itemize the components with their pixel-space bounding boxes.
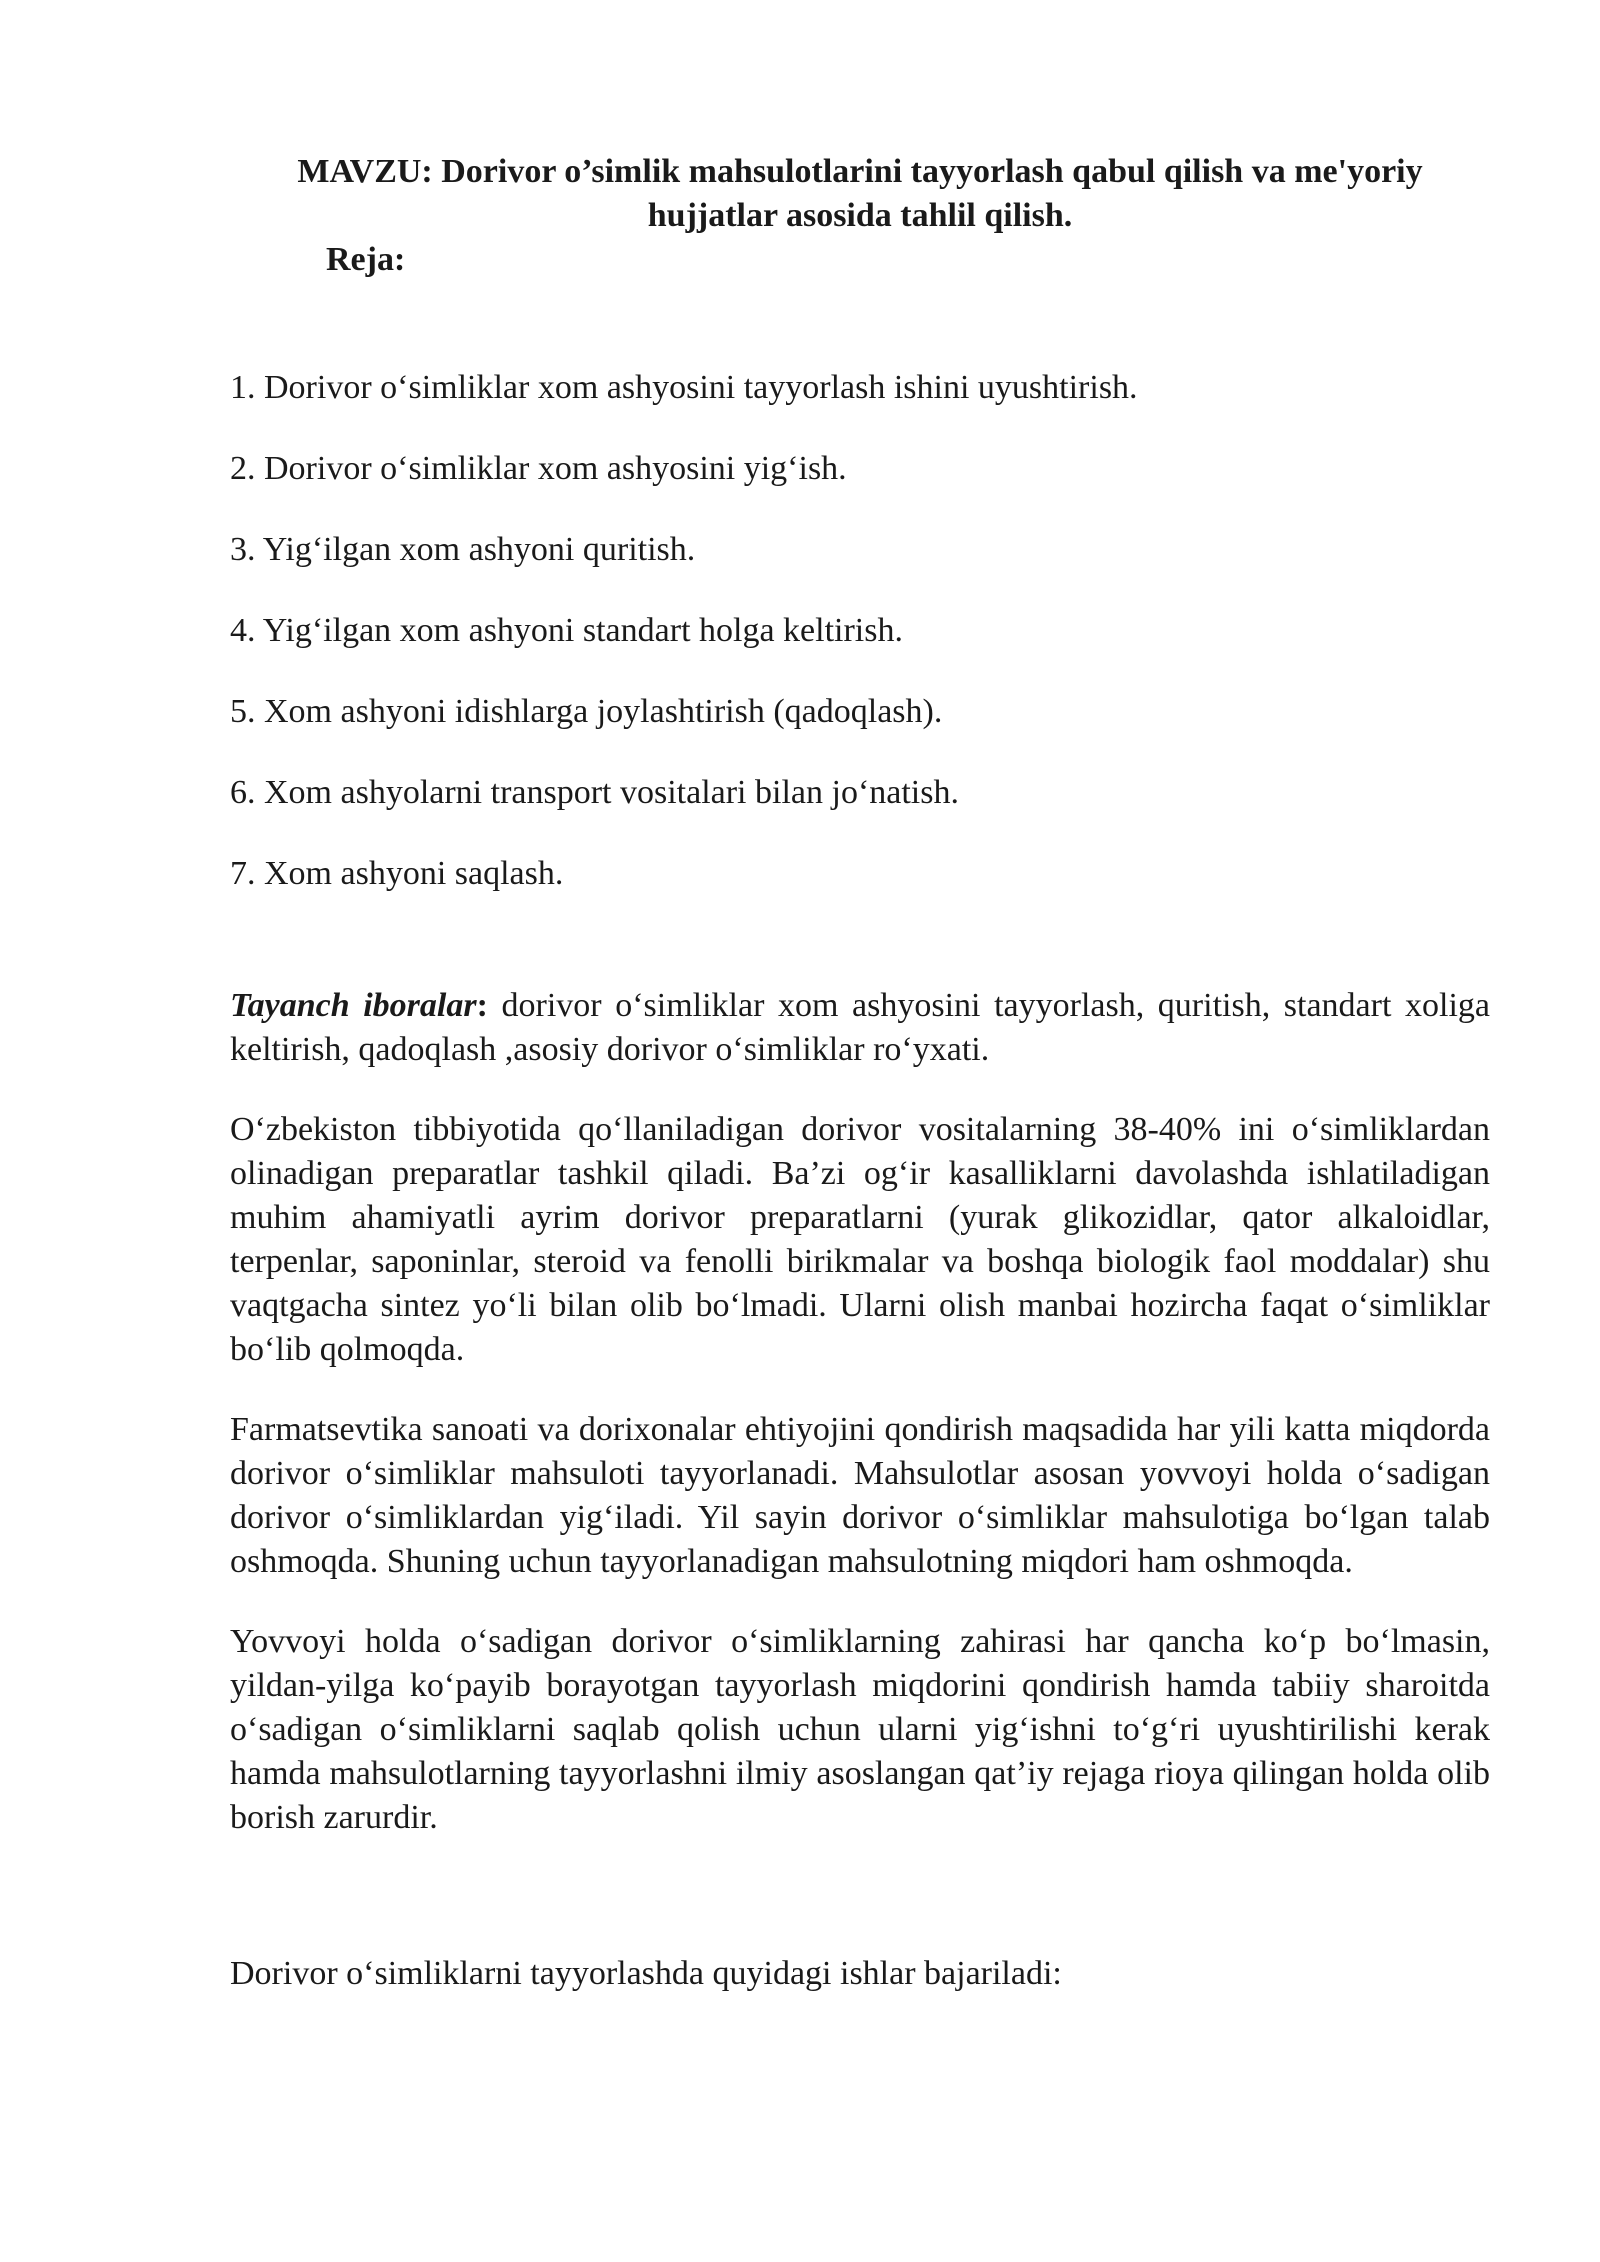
plan-heading: Reja: — [326, 241, 406, 278]
body-paragraph: Farmatsevtika sanoati va dorixonalar ehtiyojini qondirish maqsadida har yili katta miqdorda dorivor o‘simliklar mahsuloti tayyorlanadi. Mahsulotlar asosan yovvoyi holda o‘sadigan dorivor o‘simliklardan yig‘iladi. Yil sayin dorivor o‘simliklar mahsulotiga bo‘lgan talab oshmoqda. Shuning uchun tayyorlanadigan mahsulotning miqdori ham oshmoqda. — [230, 1411, 1490, 1580]
plan-list — [230, 366, 1490, 896]
keywords-label: Tayanch iboralar — [230, 987, 477, 1024]
document-page — [230, 150, 1490, 1996]
keywords-colon: : — [476, 987, 488, 1024]
keywords-text: dorivor o‘simliklar xom ashyosini tayyorlash, quritish, standart xoliga keltirish, qadoqlash ,asosiy dorivor o‘simliklar ro‘yxati. — [230, 987, 1490, 1068]
plan-item: 5. Xom ashyoni idishlarga joylashtirish (qadoqlash). — [230, 693, 943, 730]
plan-item: 1. Dorivor o‘simliklar xom ashyosini tayyorlash ishini uyushtirish. — [230, 369, 1138, 406]
plan-item: 2. Dorivor o‘simliklar xom ashyosini yig‘ish. — [230, 450, 847, 487]
plan-item: 7. Xom ashyoni saqlash. — [230, 855, 564, 892]
closing-line: Dorivor o‘simliklarni tayyorlashda quyidagi ishlar bajariladi: — [230, 1955, 1062, 1992]
document-title: MAVZU: Dorivor o’simlik mahsulotlarini tayyorlash qabul qilish va me'yoriy hujjatlar asosida tahlil qilish. — [297, 153, 1423, 234]
plan-item: 3. Yig‘ilgan xom ashyoni quritish. — [230, 531, 696, 568]
plan-item: 6. Xom ashyolarni transport vositalari bilan jo‘natish. — [230, 774, 959, 811]
body-paragraph: O‘zbekiston tibbiyotida qo‘llaniladigan dorivor vositalarning 38-40% ini o‘simliklardan olinadigan preparatlar tashkil qiladi. Ba’zi og‘ir kasalliklarni davolashda ishlatiladigan muhim ahamiyatli ayrim dorivor preparatlarni (yurak glikozidlar, qator alkaloidlar, terpenlar, saponinlar, steroid va fenolli birikmalar va boshqa biologik faol moddalar) shu vaqtgacha sintez yo‘li bilan olib bo‘lmadi. Ularni olish manbai hozircha faqat o‘simliklar bo‘lib qolmoqda. — [230, 1111, 1490, 1368]
keywords-paragraph — [230, 984, 1490, 1072]
plan-item: 4. Yig‘ilgan xom ashyoni standart holga keltirish. — [230, 612, 903, 649]
body-paragraph: Yovvoyi holda o‘sadigan dorivor o‘simliklarning zahirasi har qancha ko‘p bo‘lmasin, yildan-yilga ko‘payib borayotgan tayyorlash miqdorini qondirish hamda tabiiy sharoitda o‘sadigan o‘simliklarni saqlab qolish uchun ularni yig‘ishni to‘g‘ri uyushtirilishi kerak hamda mahsulotlarning tayyorlashni ilmiy asoslangan qat’iy rejaga rioya qilingan holda olib borish zarurdir. — [230, 1623, 1490, 1836]
